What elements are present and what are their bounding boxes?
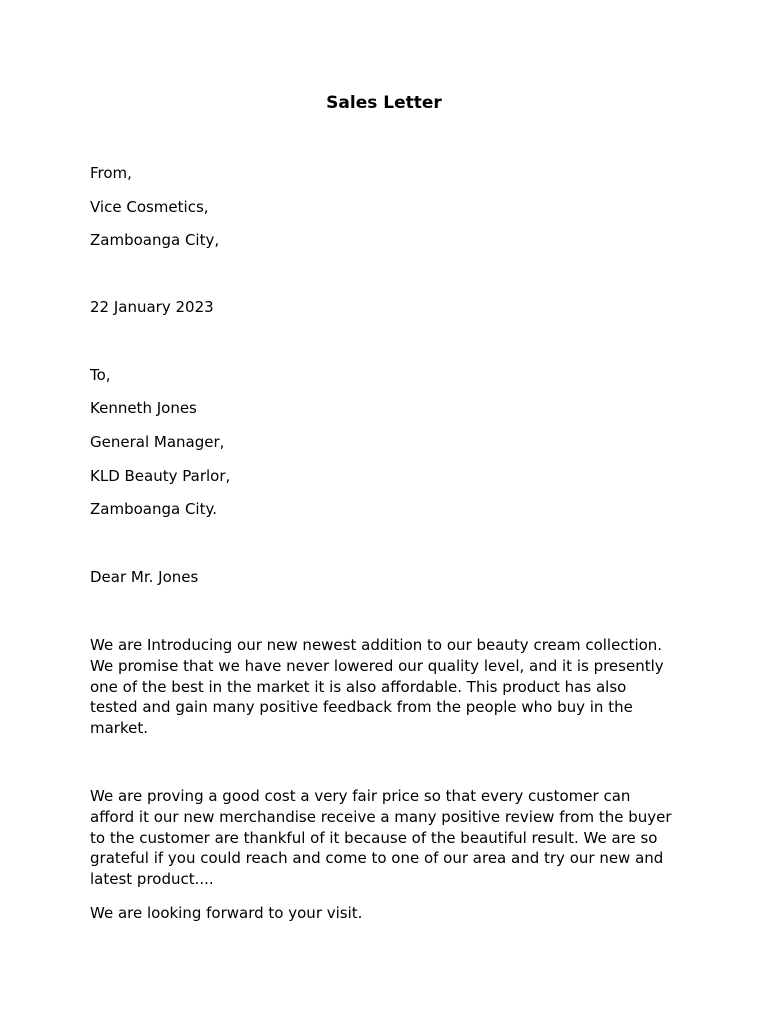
- sender-city: Zamboanga City,: [90, 231, 220, 249]
- paragraph-line: afford it our new merchandise receive a many positive review from the buyer: [90, 807, 672, 826]
- paragraph-line: We are proving a good cost a very fair price so that every customer can: [90, 787, 631, 805]
- closing-line: We are looking forward to your visit.: [90, 904, 363, 922]
- paragraph-line: grateful if you could reach and come to one of our area and try our new and: [90, 849, 664, 868]
- paragraph-line: We are Introducing our new newest addition to our beauty cream collection.: [90, 636, 663, 654]
- paragraph-line: latest product....: [90, 870, 214, 889]
- sender-company: Vice Cosmetics,: [90, 198, 209, 216]
- letter-date: 22 January 2023: [90, 298, 214, 316]
- paragraph-line: tested and gain many positive feedback from the people who buy in the: [90, 698, 633, 717]
- body-paragraph-2: [90, 786, 690, 890]
- salutation: Dear Mr. Jones: [90, 568, 199, 586]
- paragraph-line: market.: [90, 719, 149, 738]
- recipient-business: KLD Beauty Parlor,: [90, 467, 231, 485]
- recipient-city: Zamboanga City.: [90, 500, 217, 518]
- body-paragraph-1: [90, 635, 690, 739]
- sender-from-label: From,: [90, 164, 132, 182]
- letter-title: Sales Letter: [326, 93, 442, 113]
- paragraph-line: one of the best in the market it is also affordable. This product has also: [90, 677, 627, 696]
- recipient-position: General Manager,: [90, 433, 225, 451]
- recipient-to-label: To,: [90, 366, 111, 384]
- recipient-name: Kenneth Jones: [90, 399, 197, 417]
- paragraph-line: We promise that we have never lowered our quality level, and it is presently: [90, 656, 664, 675]
- paragraph-line: to the customer are thankful of it because of the beautiful result. We are so: [90, 828, 658, 847]
